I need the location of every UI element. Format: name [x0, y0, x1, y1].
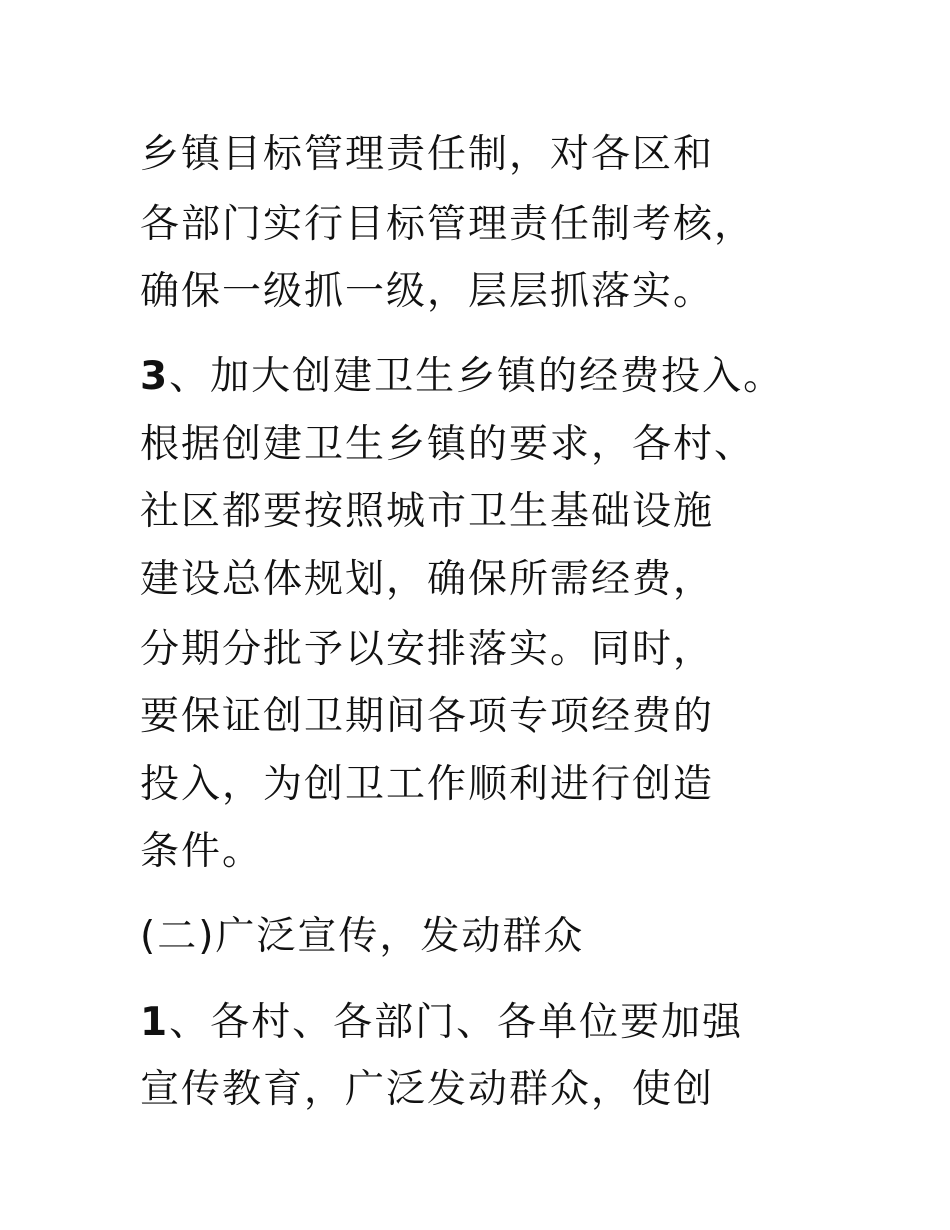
text-line-14: 宣传教育，广泛发动群众，使创	[140, 1067, 715, 1112]
item-3-separator: 、	[169, 354, 211, 399]
section-heading: (二)广泛宣传，发动群众	[140, 914, 585, 959]
item-1-heading	[140, 996, 743, 1050]
text-line-9: 要保证创卫期间各项专项经费的	[140, 694, 715, 739]
text-line-7: 建设总体规划，确保所需经费，	[140, 557, 715, 602]
text-line-2: 各部门实行目标管理责任制考核，	[140, 202, 756, 247]
item-3-text: 加大创建卫生乡镇的经费投入。	[210, 354, 785, 399]
item-1-number: 1	[140, 1000, 170, 1045]
item-3-heading	[140, 350, 784, 404]
text-line-6: 社区都要按照城市卫生基础设施	[140, 489, 715, 534]
text-line-5: 根据创建卫生乡镇的要求，各村、	[140, 422, 756, 467]
text-line-10: 投入，为创卫工作顺利进行创造	[140, 762, 715, 807]
item-1-text: 各村、各部门、各单位要加强	[210, 1000, 744, 1045]
text-line-8: 分期分批予以安排落实。同时，	[140, 627, 715, 672]
text-line-11: 条件。	[140, 829, 264, 874]
item-1-separator: 、	[169, 1000, 211, 1045]
text-line-1: 乡镇目标管理责任制，对各区和	[140, 132, 715, 177]
item-3-number: 3	[140, 354, 170, 399]
text-line-3: 确保一级抓一级，层层抓落实。	[140, 269, 715, 314]
